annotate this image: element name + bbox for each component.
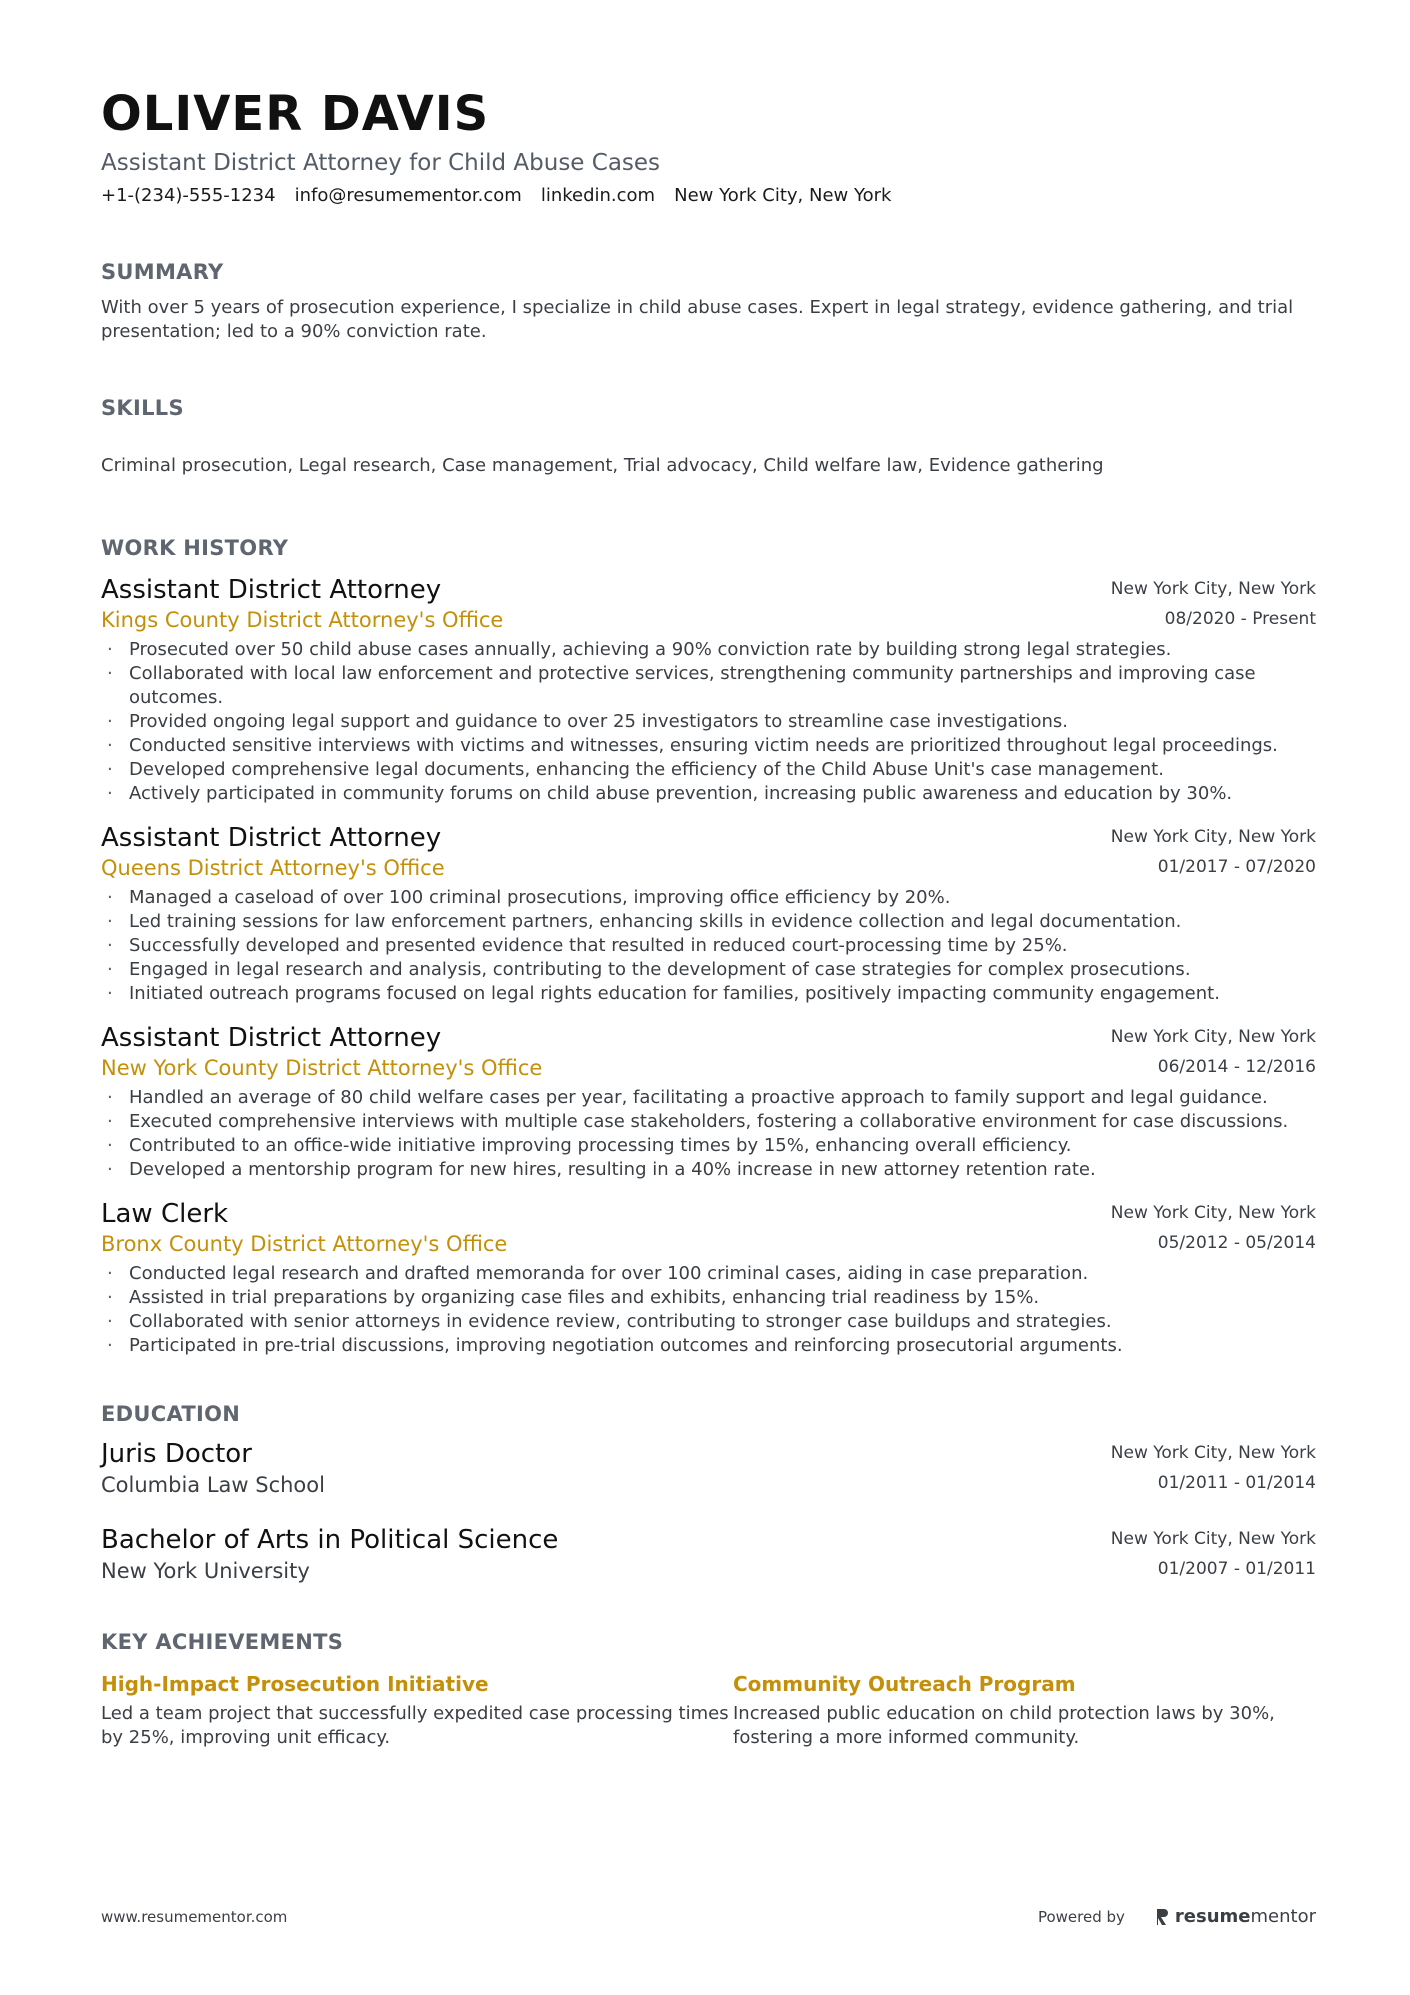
job-organization: Queens District Attorney's Office bbox=[101, 856, 445, 880]
achievements-section bbox=[101, 1628, 1316, 1750]
job-bullet: · Assisted in trial preparations by organizing case files and exhibits, enhancing trial readiness by 15%. bbox=[101, 1286, 1316, 1310]
job-bullet: · Participated in pre-trial discussions, improving negotiation outcomes and reinforcing prosecutorial arguments. bbox=[101, 1334, 1316, 1358]
education-entry bbox=[101, 1524, 1316, 1586]
job-bullet: · Provided ongoing legal support and guidance to over 25 investigators to streamline case investigations. bbox=[101, 710, 1316, 734]
education-section bbox=[101, 1400, 1316, 1586]
education-school: Columbia Law School bbox=[101, 1473, 325, 1497]
achievement-title: High-Impact Prosecution Initiative bbox=[101, 1672, 489, 1696]
job-bullet: · Led training sessions for law enforcement partners, enhancing skills in evidence collection and legal documentation. bbox=[101, 910, 1316, 934]
job-bullets bbox=[101, 638, 1316, 806]
contact-email[interactable]: info@resumementor.com bbox=[294, 185, 522, 206]
job-bullet: · Prosecuted over 50 child abuse cases annually, achieving a 90% conviction rate by building strong legal strategies. bbox=[101, 638, 1316, 662]
job-bullet: · Developed comprehensive legal documents, enhancing the efficiency of the Child Abuse Unit's case management. bbox=[101, 758, 1316, 782]
brand-name-light: mentor bbox=[1250, 1906, 1316, 1927]
resumementor-logo-icon bbox=[1155, 1907, 1169, 1927]
job-entry bbox=[101, 1198, 1316, 1358]
contact-location: New York City, New York bbox=[674, 185, 892, 206]
work-history-section bbox=[101, 534, 1316, 1358]
education-entry bbox=[101, 1438, 1316, 1500]
education-heading: EDUCATION bbox=[101, 1402, 241, 1426]
brand-logo[interactable] bbox=[1155, 1906, 1316, 1927]
education-degree: Juris Doctor bbox=[101, 1439, 252, 1469]
page-footer bbox=[101, 1906, 1316, 1927]
job-bullet: · Contributed to an office-wide initiative improving processing times by 15%, enhancing overall efficiency. bbox=[101, 1134, 1316, 1158]
job-location: New York City, New York bbox=[1110, 579, 1316, 599]
contact-info bbox=[101, 184, 1316, 208]
job-location: New York City, New York bbox=[1110, 1027, 1316, 1047]
summary-section bbox=[101, 258, 1316, 344]
job-bullet: · Collaborated with senior attorneys in evidence review, contributing to stronger case buildups and strategies. bbox=[101, 1310, 1316, 1334]
job-organization: New York County District Attorney's Office bbox=[101, 1056, 543, 1080]
achievement-item bbox=[101, 1670, 733, 1750]
job-bullet: · Collaborated with local law enforcement and protective services, strengthening community partnerships and improving case outcomes. bbox=[101, 662, 1316, 710]
achievement-item bbox=[733, 1670, 1316, 1750]
job-dates: 01/2017 - 07/2020 bbox=[1157, 857, 1316, 877]
summary-heading: SUMMARY bbox=[101, 260, 224, 284]
resume-page bbox=[101, 86, 1316, 1750]
job-bullet: · Managed a caseload of over 100 criminal prosecutions, improving office efficiency by 20%. bbox=[101, 886, 1316, 910]
job-bullet: · Developed a mentorship program for new hires, resulting in a 40% increase in new attorney retention rate. bbox=[101, 1158, 1316, 1182]
candidate-name: OLIVER DAVIS bbox=[101, 86, 490, 142]
contact-linkedin[interactable]: linkedin.com bbox=[540, 185, 656, 206]
job-organization: Kings County District Attorney's Office bbox=[101, 608, 504, 632]
candidate-title: Assistant District Attorney for Child Abuse Cases bbox=[101, 150, 661, 176]
job-role: Assistant District Attorney bbox=[101, 1023, 442, 1053]
footer-website[interactable]: www.resumementor.com bbox=[101, 1907, 288, 1926]
job-bullet: · Engaged in legal research and analysis, contributing to the development of case strategies for complex prosecutions. bbox=[101, 958, 1316, 982]
job-location: New York City, New York bbox=[1110, 1203, 1316, 1223]
education-location: New York City, New York bbox=[1110, 1443, 1316, 1463]
job-organization: Bronx County District Attorney's Office bbox=[101, 1232, 508, 1256]
powered-by-label: Powered by bbox=[1037, 1907, 1125, 1926]
job-entry bbox=[101, 1022, 1316, 1182]
job-bullet: · Executed comprehensive interviews with multiple case stakeholders, fostering a collaborative environment for case discussions. bbox=[101, 1110, 1316, 1134]
achievement-text: Led a team project that successfully expedited case processing times by 25%, improving unit efficacy. bbox=[101, 1703, 729, 1748]
job-bullets bbox=[101, 1262, 1316, 1358]
job-bullet: · Handled an average of 80 child welfare cases per year, facilitating a proactive approach to family support and legal guidance. bbox=[101, 1086, 1316, 1110]
achievement-text: Increased public education on child protection laws by 30%, fostering a more informed community. bbox=[733, 1703, 1275, 1748]
job-bullets bbox=[101, 1086, 1316, 1182]
job-role: Assistant District Attorney bbox=[101, 823, 442, 853]
job-bullet: · Conducted legal research and drafted memoranda for over 100 criminal cases, aiding in case preparation. bbox=[101, 1262, 1316, 1286]
job-bullet: · Successfully developed and presented evidence that resulted in reduced court-processing time by 25%. bbox=[101, 934, 1316, 958]
summary-text: With over 5 years of prosecution experience, I specialize in child abuse cases. Expert in legal strategy, evidence gathering, and trial presentation; led to a 90% conviction rate. bbox=[101, 297, 1294, 342]
job-bullet: · Initiated outreach programs focused on legal rights education for families, positively impacting community engagement. bbox=[101, 982, 1316, 1006]
contact-phone: +1-(234)-555-1234 bbox=[101, 185, 276, 206]
skills-text: Criminal prosecution, Legal research, Case management, Trial advocacy, Child welfare law, Evidence gathering bbox=[101, 455, 1104, 476]
job-bullets bbox=[101, 886, 1316, 1006]
job-location: New York City, New York bbox=[1110, 827, 1316, 847]
job-dates: 08/2020 - Present bbox=[1164, 609, 1316, 629]
education-degree: Bachelor of Arts in Political Science bbox=[101, 1525, 559, 1555]
work-history-heading: WORK HISTORY bbox=[101, 536, 289, 560]
skills-section bbox=[101, 394, 1316, 478]
job-role: Law Clerk bbox=[101, 1199, 229, 1229]
brand-name-bold: resume bbox=[1174, 1906, 1251, 1927]
job-entry bbox=[101, 822, 1316, 1006]
skills-heading: SKILLS bbox=[101, 396, 184, 420]
job-dates: 06/2014 - 12/2016 bbox=[1157, 1057, 1316, 1077]
education-dates: 01/2007 - 01/2011 bbox=[1157, 1559, 1316, 1579]
education-location: New York City, New York bbox=[1110, 1529, 1316, 1549]
job-entry bbox=[101, 574, 1316, 806]
job-dates: 05/2012 - 05/2014 bbox=[1157, 1233, 1316, 1253]
education-dates: 01/2011 - 01/2014 bbox=[1157, 1473, 1316, 1493]
job-bullet: · Actively participated in community forums on child abuse prevention, increasing public awareness and education by 30%. bbox=[101, 782, 1316, 806]
achievement-title: Community Outreach Program bbox=[733, 1672, 1076, 1696]
job-role: Assistant District Attorney bbox=[101, 575, 442, 605]
education-school: New York University bbox=[101, 1559, 310, 1583]
achievements-heading: KEY ACHIEVEMENTS bbox=[101, 1630, 344, 1654]
job-bullet: · Conducted sensitive interviews with victims and witnesses, ensuring victim needs are prioritized throughout legal proceedings. bbox=[101, 734, 1316, 758]
